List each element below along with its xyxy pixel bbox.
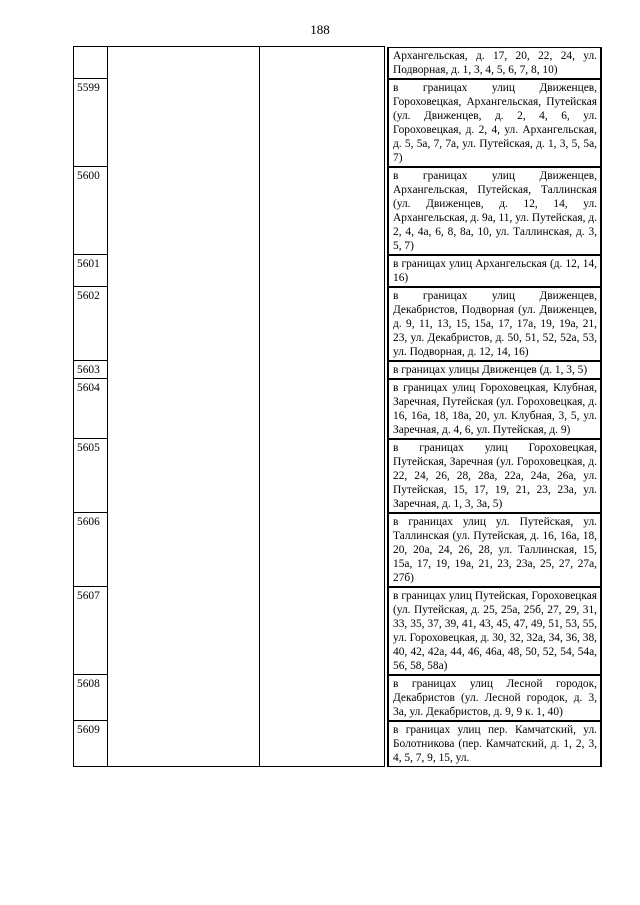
address-description: в границах улиц пер. Камчатский, ул. Болотникова (пер. Камчатский, д. 1, 2, 3, 4, 5, 7, 9, 15, ул. — [387, 721, 601, 767]
row-number: 5601 — [74, 255, 108, 287]
empty-column-a — [108, 439, 260, 513]
table-row — [74, 721, 602, 767]
address-description-cell — [385, 721, 602, 767]
empty-column-b — [260, 379, 385, 439]
address-description: в границах улиц ул. Путейская, ул. Таллинская (ул. Путейская, д. 16, 16а, 18, 20, 20а, 24, 26, 28, ул. Таллинская, 15, 15а, 17, 19, 19а, 21, 23, 23а, 25, 27, 27а, 27б) — [387, 513, 601, 587]
address-description-cell — [385, 255, 602, 287]
empty-column-a — [108, 361, 260, 379]
empty-column-a — [108, 287, 260, 361]
table-row — [74, 79, 602, 167]
table-row — [74, 47, 602, 79]
table-row — [74, 513, 602, 587]
empty-column-a — [108, 255, 260, 287]
row-number: 5603 — [74, 361, 108, 379]
empty-column-a — [108, 513, 260, 587]
row-number: 5599 — [74, 79, 108, 167]
table-row — [74, 167, 602, 255]
address-description-cell — [385, 379, 602, 439]
row-number: 5602 — [74, 287, 108, 361]
empty-column-b — [260, 513, 385, 587]
row-number: 5609 — [74, 721, 108, 767]
row-number: 5606 — [74, 513, 108, 587]
empty-column-a — [108, 47, 260, 79]
empty-column-b — [260, 79, 385, 167]
empty-column-a — [108, 79, 260, 167]
address-table — [73, 46, 602, 767]
table-row — [74, 255, 602, 287]
empty-column-b — [260, 675, 385, 721]
page-number: 188 — [310, 22, 330, 37]
table-row — [74, 587, 602, 675]
address-description: Архангельская, д. 17, 20, 22, 24, ул. Подворная, д. 1, 3, 4, 5, 6, 7, 8, 10) — [387, 47, 601, 79]
table-row — [74, 287, 602, 361]
address-description-cell — [385, 587, 602, 675]
address-description: в границах улиц Движенцев, Декабристов, Подворная (ул. Движенцев, д. 9, 11, 13, 15, 15а, 17, 17а, 19, 19а, 21, 23, ул. Декабристов, д. 50, 51, 52, 52а, 53, ул. Подворная, д. 12, 14, 16) — [387, 287, 601, 361]
empty-column-b — [260, 721, 385, 767]
table-row — [74, 379, 602, 439]
address-description-cell — [385, 513, 602, 587]
empty-column-a — [108, 167, 260, 255]
address-description-cell — [385, 167, 602, 255]
address-description-cell — [385, 675, 602, 721]
row-number — [74, 47, 108, 79]
address-description: в границах улиц Архангельская (д. 12, 14, 16) — [387, 255, 601, 287]
table-row — [74, 439, 602, 513]
row-number: 5605 — [74, 439, 108, 513]
empty-column-a — [108, 379, 260, 439]
address-description-cell — [385, 79, 602, 167]
address-description: в границах улиц Гороховецкая, Путейская, Заречная (ул. Гороховецкая, д. 22, 24, 26, 28, 28а, 22а, 24а, 26а, ул. Путейская, 15, 17, 19, 21, 23, 23а, ул. Заречная, д. 1, 3, 3а, 5) — [387, 439, 601, 513]
address-description-cell — [385, 47, 602, 79]
row-number: 5607 — [74, 587, 108, 675]
address-description: в границах улиц Гороховецкая, Клубная, Заречная, Путейская (ул. Гороховецкая, д. 16, 16а, 18, 18а, 20, ул. Клубная, 3, 5, ул. Заречная, д. 4, 6, ул. Путейская, д. 9) — [387, 379, 601, 439]
address-description: в границах улиц Путейская, Гороховецкая (ул. Путейская, д. 25, 25а, 25б, 27, 29, 31, 33, 35, 37, 39, 41, 43, 45, 47, 49, 51, 53, 55, ул. Гороховецкая, д. 30, 32, 32а, 34, 36, 38, 40, 42, 42а, 44, 46, 46а, 48, 50, 52, 54, 54а, 56, 58, 58а) — [387, 587, 601, 675]
address-description-cell — [385, 439, 602, 513]
address-description-cell — [385, 287, 602, 361]
address-description: в границах улиц Движенцев, Гороховецкая, Архангельская, Путейская (ул. Движенцев, д. 2, 4, 6, ул. Гороховецкая, д. 2, 4, ул. Архангельская, д. 5, 5а, 7, 7а, ул. Путейская, д. 1, 3, 5, 5а, 7) — [387, 79, 601, 167]
empty-column-b — [260, 167, 385, 255]
row-number: 5600 — [74, 167, 108, 255]
address-description: в границах улицы Движенцев (д. 1, 3, 5) — [387, 361, 601, 379]
empty-column-b — [260, 361, 385, 379]
row-number: 5604 — [74, 379, 108, 439]
table-row — [74, 361, 602, 379]
table-row — [74, 675, 602, 721]
empty-column-b — [260, 587, 385, 675]
address-description: в границах улиц Движенцев, Архангельская, Путейская, Таллинская (ул. Движенцев, д. 12, 14, ул. Архангельская, д. 9а, 11, ул. Путейская, д. 2, 4, 4а, 6, 8, 8а, 10, ул. Таллинская, д. 3, 5, 7) — [387, 167, 601, 255]
empty-column-b — [260, 47, 385, 79]
empty-column-b — [260, 287, 385, 361]
empty-column-b — [260, 439, 385, 513]
empty-column-a — [108, 675, 260, 721]
empty-column-a — [108, 721, 260, 767]
address-description: в границах улиц Лесной городок, Декабристов (ул. Лесной городок, д. 3, 3а, ул. Декабристов, д. 9, 9 к. 1, 40) — [387, 675, 601, 721]
row-number: 5608 — [74, 675, 108, 721]
empty-column-b — [260, 255, 385, 287]
empty-column-a — [108, 587, 260, 675]
address-description-cell — [385, 361, 602, 379]
